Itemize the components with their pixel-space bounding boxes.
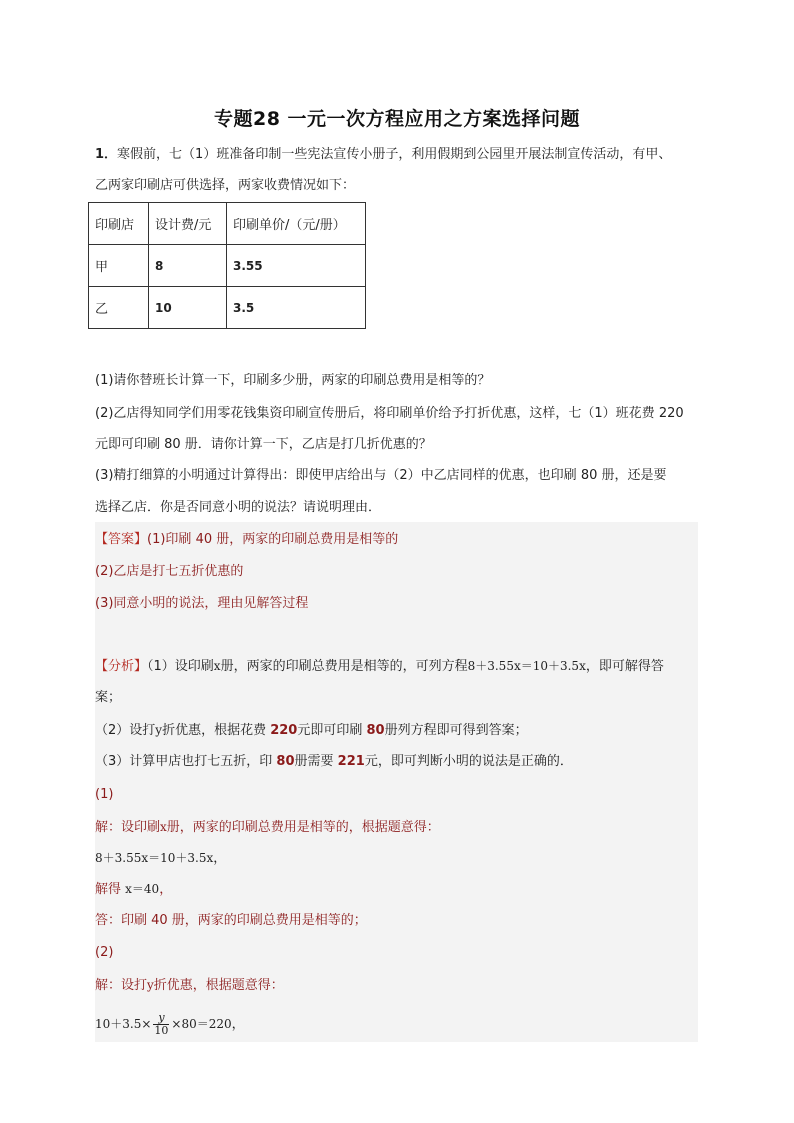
number: 221 <box>337 754 365 769</box>
table-cell: 3.5 <box>227 287 366 329</box>
analysis-text: ，即可解得答 <box>585 659 664 674</box>
analysis-text: 册需要 <box>294 754 334 769</box>
analysis-line-1-cont: 案； <box>95 690 122 705</box>
solution-text: ， <box>159 882 173 897</box>
solution-part-2-label: (2) <box>95 945 114 960</box>
analysis-text: （1）设印刷 <box>147 659 214 674</box>
table-cell: 10 <box>149 287 227 329</box>
question-3-line-1: (3)精打细算的小明通过计算得出：即使甲店给出与（2）中乙店同样的优惠，也印刷 80 册，还是要 <box>95 468 667 483</box>
analysis-text: 元即可印刷 <box>297 723 363 738</box>
table-header-cell: 印刷店 <box>89 203 149 245</box>
page-title: 专题28 一元一次方程应用之方案选择问题 <box>213 108 581 130</box>
number: 80 <box>276 754 295 769</box>
table-row <box>89 287 366 329</box>
table-header-cell: 印刷单价/（元/册） <box>227 203 366 245</box>
variable-y: y <box>155 723 163 737</box>
fraction <box>153 1012 169 1037</box>
analysis-text: （2）设打 <box>95 723 156 738</box>
equation: 8＋3.55x＝10＋3.5x <box>95 851 214 865</box>
variable-y: y <box>147 978 154 992</box>
number: 80 <box>366 723 385 738</box>
solution-1-solve <box>95 879 172 900</box>
fee-table <box>88 202 366 329</box>
analysis-text: 元，即可判断小明的说法是正确的． <box>364 754 573 769</box>
analysis-label: 【分析】 <box>95 659 148 674</box>
solution-text: 解：设印刷 <box>95 820 161 835</box>
problem-text-1: 寒假前，七（1）班准备印制一些宪法宣传小册子，利用假期到公园里开展法制宣传活动，有甲、 <box>117 147 672 162</box>
table-header-row <box>89 203 366 245</box>
analysis-text: 册，两家的印刷总费用是相等的，可列方程 <box>220 659 468 674</box>
answer-line-1 <box>95 530 398 550</box>
question-1: (1)请你替班长计算一下，印刷多少册，两家的印刷总费用是相等的？ <box>95 373 491 388</box>
analysis-text: 册列方程即可得到答案； <box>384 723 528 738</box>
table-cell: 3.55 <box>227 245 366 287</box>
solution-text: 折优惠，根据题意得： <box>153 978 284 993</box>
question-3-line-2: 选择乙店．你是否同意小明的说法？请说明理由． <box>95 500 382 515</box>
answer-1: (1)印刷 40 册，两家的印刷总费用是相等的 <box>147 532 399 547</box>
solution-part-1-label: (1) <box>95 787 114 802</box>
analysis-line-1 <box>95 656 664 677</box>
variable-x: x <box>213 659 221 673</box>
question-2-line-2: 元即可印刷 80 册．请你计算一下，乙店是打几折优惠的？ <box>95 437 432 452</box>
equation: x＝40 <box>125 882 160 896</box>
solution-2-setup <box>95 975 284 996</box>
analysis-line-2 <box>95 720 528 741</box>
solution-text: 解得 <box>95 882 122 897</box>
answer-3: (3)同意小明的说法，理由见解答过程 <box>95 596 309 611</box>
answer-label: 【答案】 <box>95 532 148 547</box>
table-cell: 甲 <box>89 245 149 287</box>
solution-1-equation <box>95 848 226 869</box>
problem-line-2: 乙两家印刷店可供选择，两家收费情况如下： <box>95 178 356 193</box>
solution-text: ， <box>231 1017 245 1032</box>
solution-text: 册，两家的印刷总费用是相等的，根据题意得： <box>166 820 440 835</box>
problem-number: 1． <box>95 147 118 162</box>
number: 220 <box>270 723 298 738</box>
fraction-denominator: 10 <box>154 1024 169 1037</box>
solution-text: ， <box>213 851 227 866</box>
solution-2-equation <box>95 1012 245 1037</box>
table-row <box>89 245 366 287</box>
equation: 8＋3.55x＝10＋3.5x <box>467 659 586 673</box>
problem-line-1 <box>95 145 671 165</box>
equation-part: 10＋3.5× <box>95 1017 152 1031</box>
answer-2: (2)乙店是打七五折优惠的 <box>95 564 244 579</box>
variable-x: x <box>160 820 167 834</box>
analysis-text: （3）计算甲店也打七五折，印 <box>95 754 273 769</box>
table-cell: 乙 <box>89 287 149 329</box>
solution-1-setup <box>95 817 440 838</box>
analysis-line-3 <box>95 752 573 772</box>
equation-part: ×80＝220 <box>171 1017 232 1031</box>
analysis-text: 折优惠，根据花费 <box>162 723 267 738</box>
solution-1-answer: 答：印刷 40 册，两家的印刷总费用是相等的； <box>95 913 367 928</box>
fraction-numerator: y <box>153 1012 169 1025</box>
solution-text: 解：设打 <box>95 978 148 993</box>
table-cell: 8 <box>149 245 227 287</box>
question-2-line-1: (2)乙店得知同学们用零花钱集资印刷宣传册后，将印刷单价给予打折优惠，这样，七（1）班花费 220 <box>95 406 684 421</box>
table-header-cell: 设计费/元 <box>149 203 227 245</box>
